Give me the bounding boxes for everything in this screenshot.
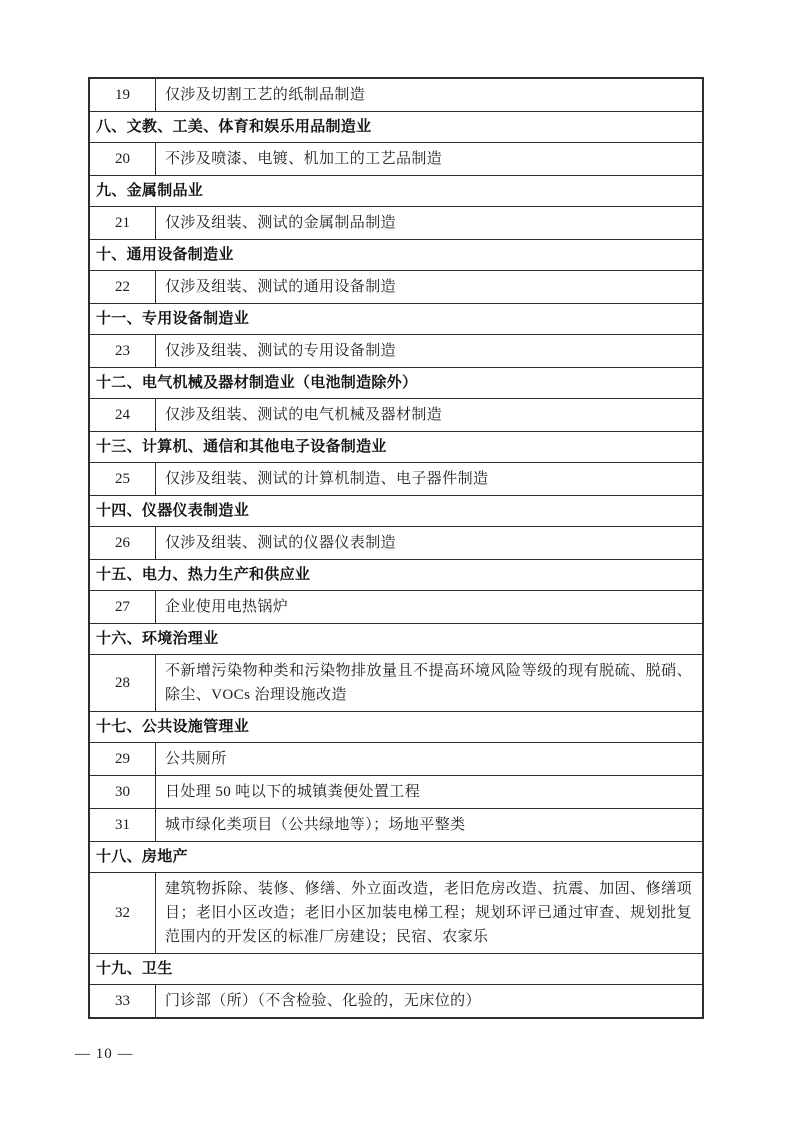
item-description-cell: 仅涉及组装、测试的专用设备制造: [165, 343, 397, 359]
item-description-cell: 仅涉及切割工艺的纸制品制造: [165, 87, 366, 103]
table-row: [90, 775, 702, 808]
item-number-cell: 33: [90, 985, 156, 1017]
item-number-cell: 20: [90, 143, 156, 175]
section-header-row: [90, 431, 702, 462]
section-title: 十五、电力、热力生产和供应业: [96, 566, 311, 583]
item-description-cell: 仅涉及组装、测试的通用设备制造: [165, 279, 397, 295]
section-title: 八、文教、工美、体育和娱乐用品制造业: [96, 118, 372, 135]
section-title: 十二、电气机械及器材制造业（电池制造除外）: [96, 374, 418, 391]
section-header-row: [90, 841, 702, 872]
page-number: — 10 —: [75, 1046, 134, 1062]
item-number-cell: 31: [90, 809, 156, 841]
table-row: [90, 270, 702, 303]
item-description-cell: 公共厕所: [165, 751, 227, 767]
item-number-cell: 21: [90, 207, 156, 239]
table-row: [90, 984, 702, 1017]
item-description-cell: 建筑物拆除、装修、修缮、外立面改造，老旧危房改造、抗震、加固、修缮项目；老旧小区改造；老旧小区加装电梯工程；规划环评已通过审查、规划批复范围内的开发区的标准厂房建设；民宿、农家乐: [165, 881, 692, 945]
item-description-cell: 不涉及喷漆、电镀、机加工的工艺品制造: [165, 151, 443, 167]
item-number-cell: 30: [90, 776, 156, 808]
item-number-cell: 29: [90, 743, 156, 775]
table-row: [90, 590, 702, 623]
item-description-cell: 仅涉及组装、测试的仪器仪表制造: [165, 535, 397, 551]
section-header-row: [90, 953, 702, 984]
item-number-cell: 32: [90, 873, 156, 953]
section-header-row: [90, 623, 702, 654]
section-title: 十三、计算机、通信和其他电子设备制造业: [96, 438, 387, 455]
section-header-row: [90, 711, 702, 742]
section-header-row: [90, 559, 702, 590]
item-description-cell: 企业使用电热锅炉: [165, 599, 289, 615]
item-number-cell: 22: [90, 271, 156, 303]
table-row: [90, 526, 702, 559]
section-header-row: [90, 495, 702, 526]
section-title: 十九、卫生: [96, 960, 173, 977]
section-title: 十六、环境治理业: [96, 630, 219, 647]
section-header-row: [90, 367, 702, 398]
table-row: [90, 142, 702, 175]
item-number-cell: 25: [90, 463, 156, 495]
section-header-row: [90, 111, 702, 142]
exemption-category-table: [88, 77, 704, 1019]
section-title: 十八、房地产: [96, 848, 188, 865]
table-row: [90, 872, 702, 953]
item-description-cell: 仅涉及组装、测试的金属制品制造: [165, 215, 397, 231]
item-number-cell: 26: [90, 527, 156, 559]
item-description-cell: 仅涉及组装、测试的计算机制造、电子器件制造: [165, 471, 489, 487]
item-number-cell: 24: [90, 399, 156, 431]
section-header-row: [90, 239, 702, 270]
item-number-cell: 23: [90, 335, 156, 367]
table-row: [90, 808, 702, 841]
section-title: 九、金属制品业: [96, 182, 204, 199]
table-row: [90, 398, 702, 431]
table-row: [90, 334, 702, 367]
item-number-cell: 19: [90, 79, 156, 111]
item-description-cell: 门诊部（所）（不含检验、化验的，无床位的）: [165, 993, 481, 1009]
table-row: [90, 79, 702, 111]
section-header-row: [90, 303, 702, 334]
table-row: [90, 654, 702, 711]
item-number-cell: 28: [90, 655, 156, 711]
item-description-cell: 仅涉及组装、测试的电气机械及器材制造: [165, 407, 443, 423]
section-title: 十七、公共设施管理业: [96, 718, 250, 735]
item-description-cell: 城市绿化类项目（公共绿地等）；场地平整类: [165, 817, 466, 833]
table-row: [90, 742, 702, 775]
section-title: 十一、专用设备制造业: [96, 310, 250, 327]
item-description-cell: 不新增污染物种类和污染物排放量且不提高环境风险等级的现有脱硫、脱硝、除尘、VOCs 治理设施改造: [165, 663, 692, 703]
table-row: [90, 206, 702, 239]
table-row: [90, 462, 702, 495]
item-description-cell: 日处理 50 吨以下的城镇粪便处置工程: [165, 784, 421, 800]
section-header-row: [90, 175, 702, 206]
section-title: 十四、仪器仪表制造业: [96, 502, 250, 519]
section-title: 十、通用设备制造业: [96, 246, 234, 263]
item-number-cell: 27: [90, 591, 156, 623]
